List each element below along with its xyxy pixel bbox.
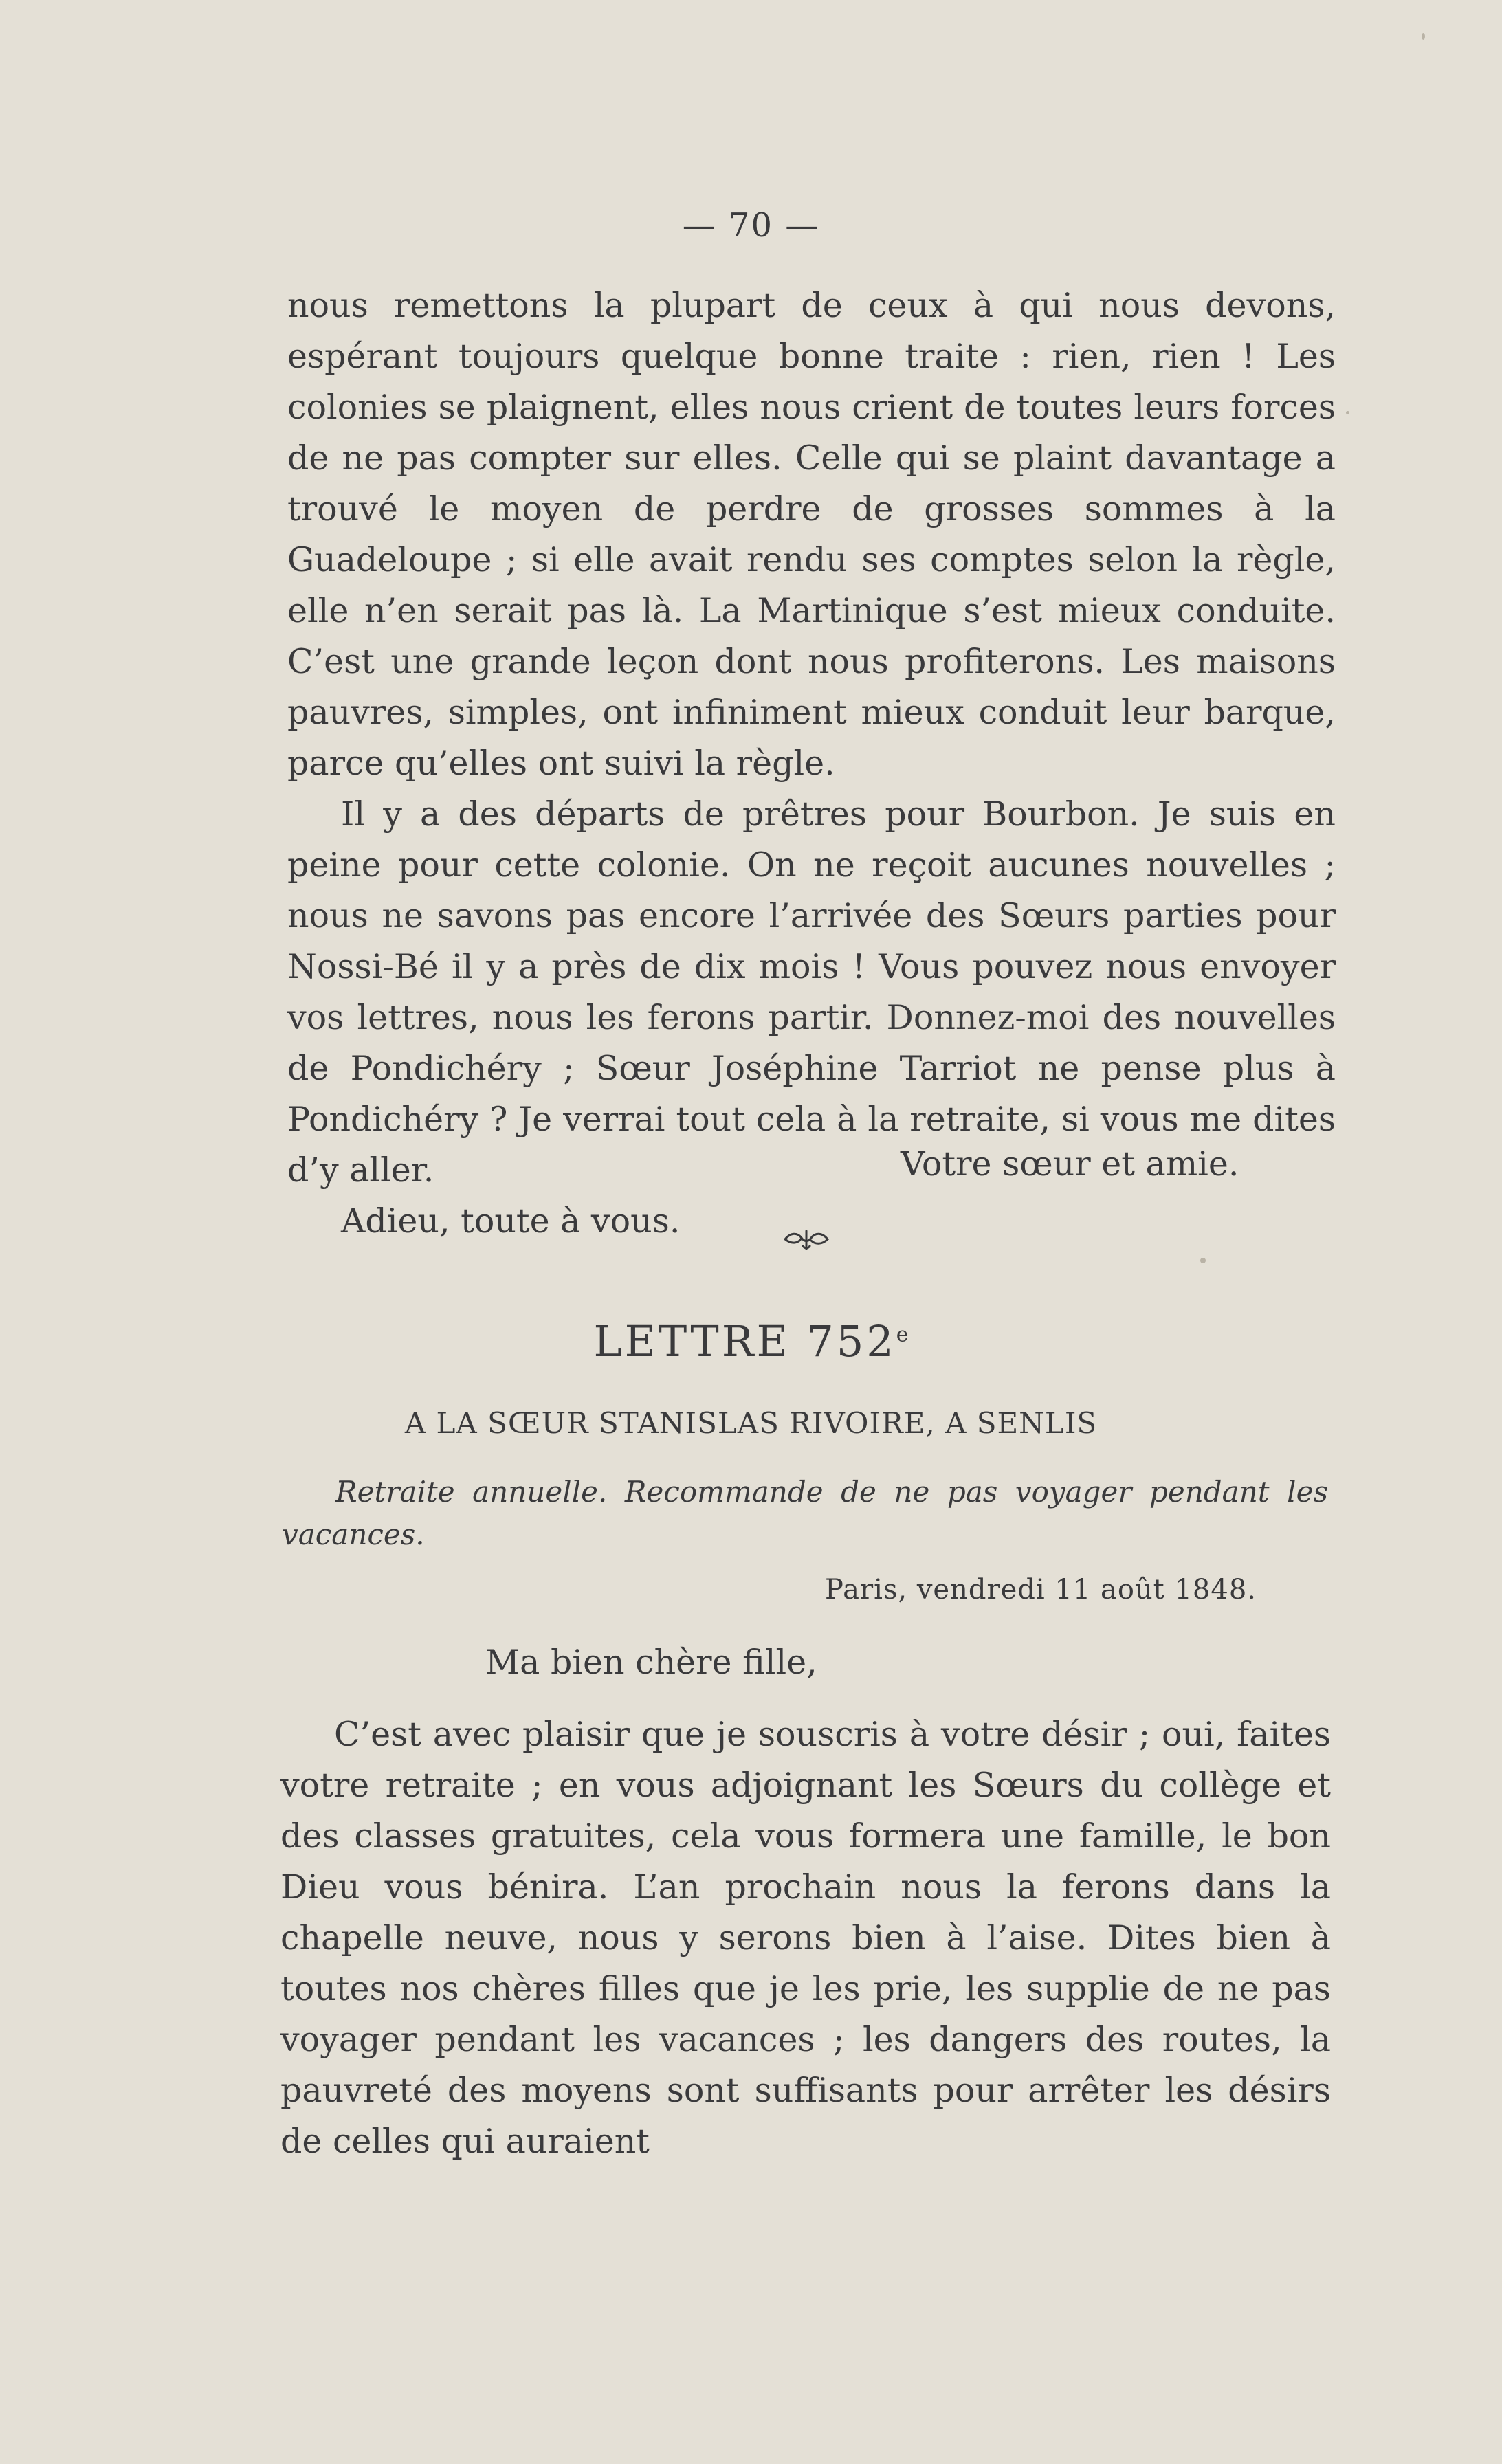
paragraph: Adieu, toute à vous. [341,1201,681,1241]
letter-body [280,1709,1331,2167]
letter-title [0,1316,1502,1366]
paper-speck [1346,411,1349,414]
letter-title-text: LETTRE 752 [593,1316,896,1366]
paper-speck [1200,1258,1206,1263]
letter-summary: Retraite annuelle. Recommande de ne pas voyager pendant les vacances. [282,1475,1328,1551]
paper-speck [1422,33,1425,40]
continuation-text [287,280,1336,1247]
signature: Votre sœur et amie. [901,1144,1239,1184]
letter-salutation: Ma bien chère fille, [485,1643,817,1682]
letter-dateline: Paris, vendredi 11 août 1848. [825,1574,1257,1606]
paragraph: nous remettons la plupart de ceux à qui nous devons, espérant toujours quelque bonne traite : rien, rien ! Les colonies se plaignent, elles nous crient de toutes leurs forces de ne pas compter sur elles. Celle qui se plaint davantage a trouvé le moyen de perdre de grosses sommes à la Guadeloupe ; si elle avait rendu ses comptes selon la règle, elle n’en serait pas là. La Martinique s’est mieux conduite. C’est une grande leçon dont nous profiterons. Les maisons pauvres, simples, ont infiniment mieux conduit leur barque, parce qu’elles ont suivi la règle. [287,286,1336,783]
letter-title-suffix: e [896,1322,909,1347]
fleuron-ornament-icon [782,1225,830,1253]
page-number: — 70 — [682,206,820,245]
letter-recipient: A LA SŒUR STANISLAS RIVOIRE, A SENLIS [404,1406,1098,1440]
paragraph: C’est avec plaisir que je souscris à votre désir ; oui, faites votre retraite ; en vous adjoignant les Sœurs du collège et des classes gratuites, cela vous formera une famille, le bon Dieu vous bénira. L’an prochain nous la ferons dans la chapelle neuve, nous y serons bien à l’aise. Dites bien à toutes nos chères filles que je les prie, les supplie de ne pas voyager pendant les vacances ; les dangers des routes, la pauvreté des moyens sont suffisants pour arrêter les désirs de celles qui auraient [280,1715,1331,2161]
paragraph: Il y a des départs de prêtres pour Bourbon. Je suis en peine pour cette colonie. On ne reçoit aucunes nouvelles ; nous ne savons pas encore l’arrivée des Sœurs parties pour Nossi-Bé il y a près de dix mois ! Vous pouvez nous envoyer vos lettres, nous les ferons partir. Donnez-moi des nouvelles de Pondichéry ; Sœur Joséphine Tarriot ne pense plus à Pondichéry ? Je verrai tout cela à la retraite, si vous me dites d’y aller. [287,795,1336,1190]
